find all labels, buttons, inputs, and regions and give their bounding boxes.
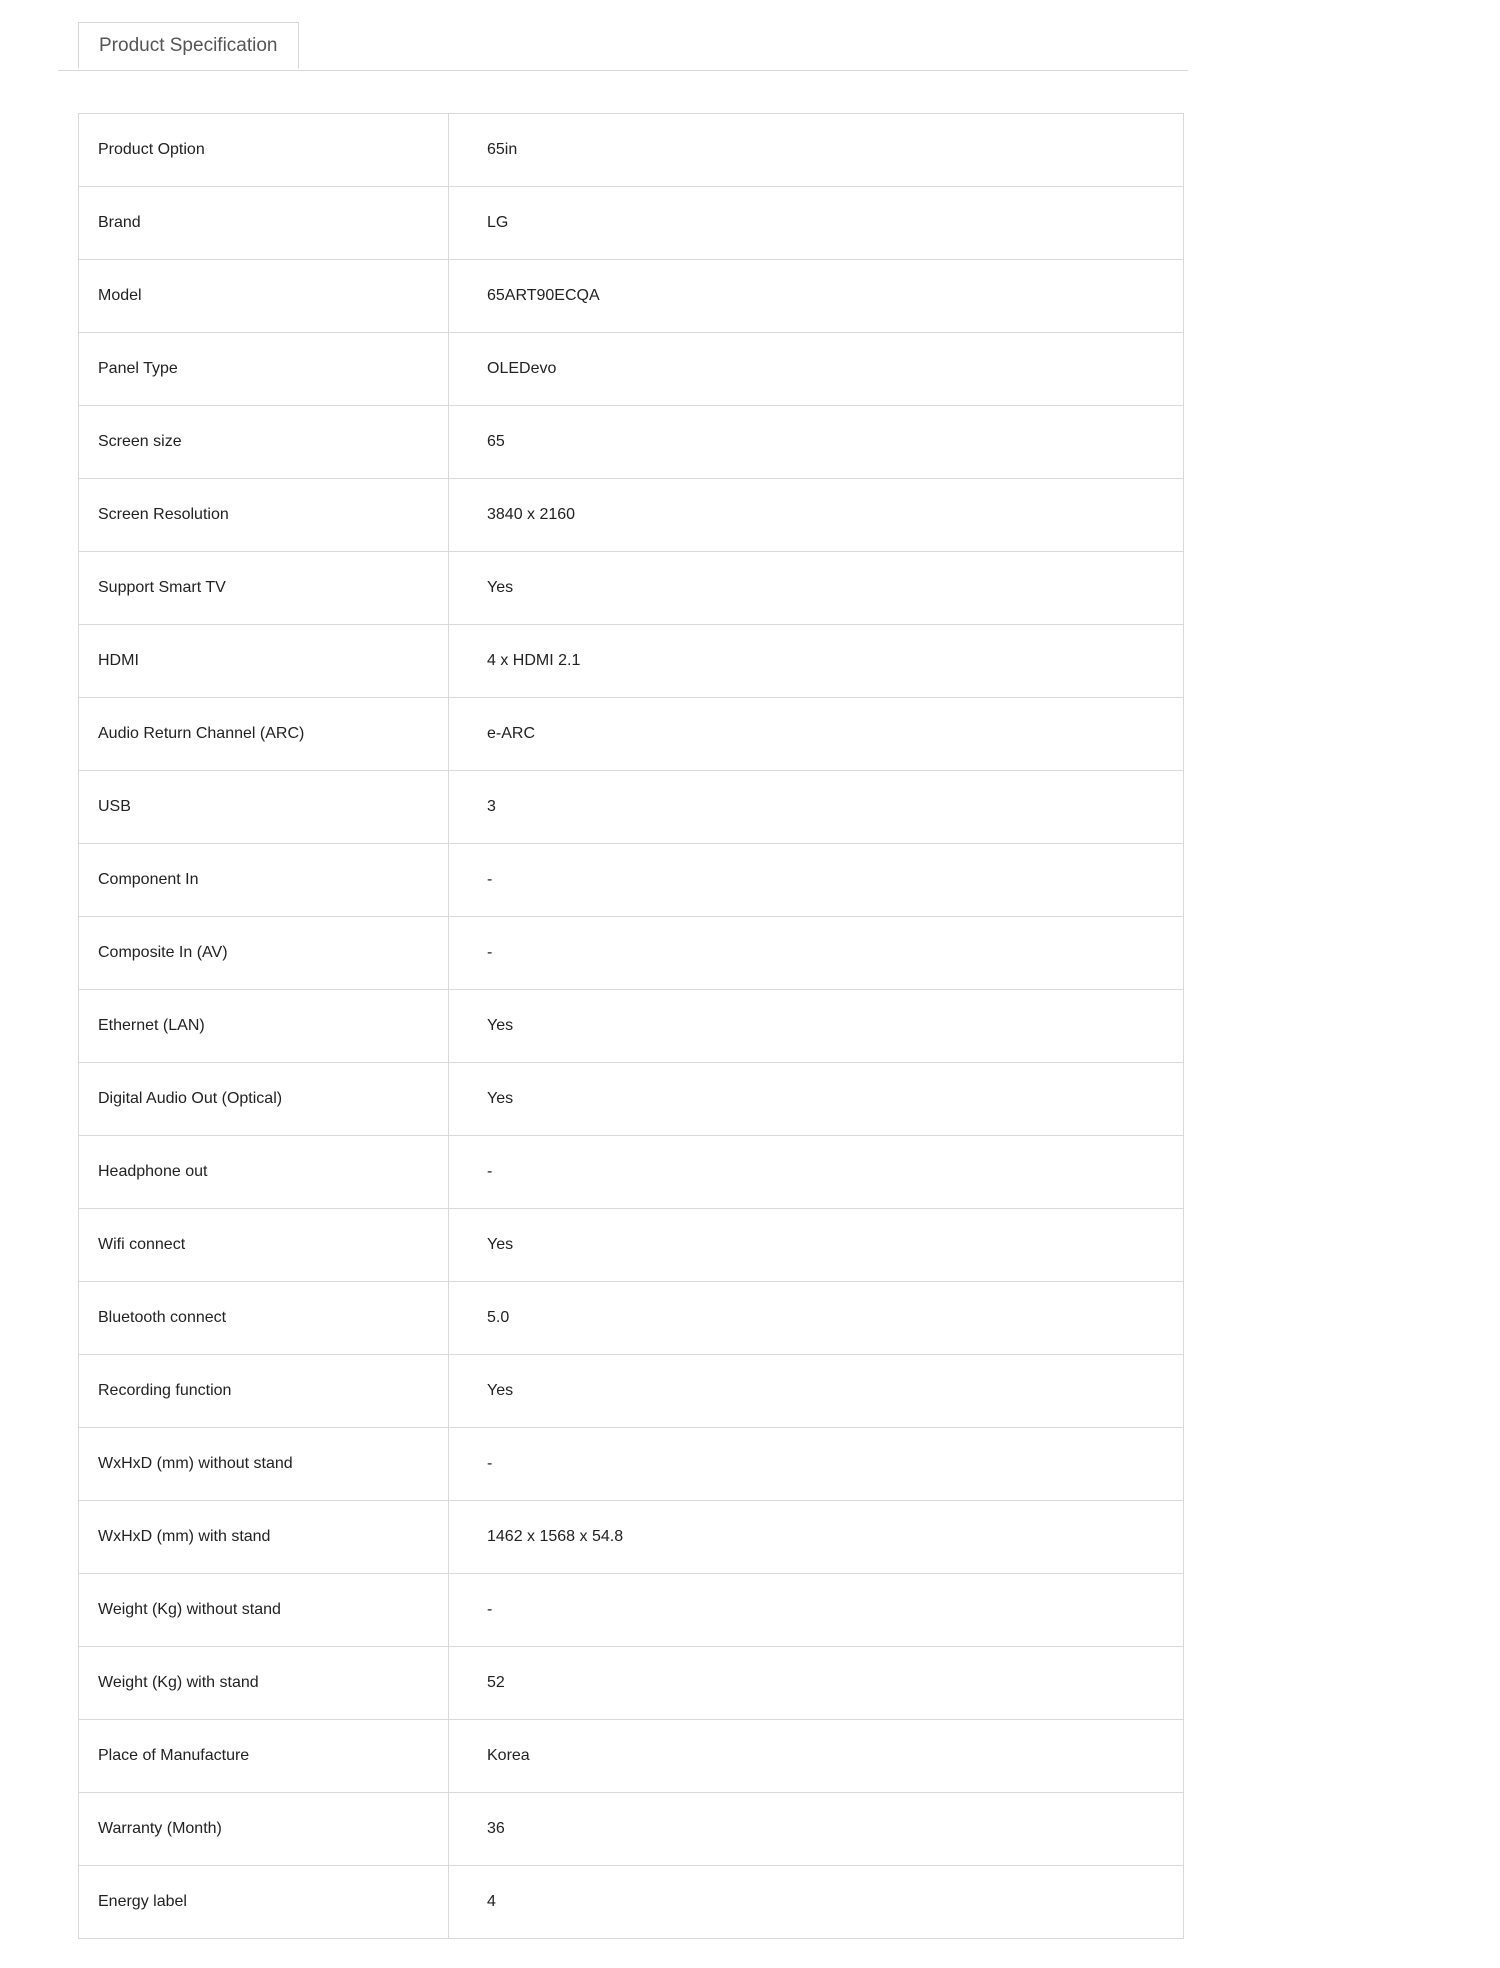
spec-label: Place of Manufacture [79,1720,449,1793]
spec-value: Korea [449,1720,1184,1793]
spec-label: Component In [79,844,449,917]
spec-value: 65in [449,114,1184,187]
table-row [79,698,1184,771]
spec-value: - [449,1136,1184,1209]
spec-label: Weight (Kg) with stand [79,1647,449,1720]
spec-label: Digital Audio Out (Optical) [79,1063,449,1136]
spec-value: - [449,844,1184,917]
spec-label: USB [79,771,449,844]
table-row [79,1136,1184,1209]
tab-bar [58,22,1188,71]
spec-value: 3 [449,771,1184,844]
spec-label: Wifi connect [79,1209,449,1282]
spec-label: Headphone out [79,1136,449,1209]
spec-value: - [449,1428,1184,1501]
table-row [79,406,1184,479]
table-row [79,625,1184,698]
table-row [79,1793,1184,1866]
table-row [79,917,1184,990]
spec-value: OLEDevo [449,333,1184,406]
spec-label: Model [79,260,449,333]
spec-label: Warranty (Month) [79,1793,449,1866]
spec-value: 4 [449,1866,1184,1939]
table-row [79,479,1184,552]
spec-label: Product Option [79,114,449,187]
spec-label: Screen Resolution [79,479,449,552]
spec-value: 36 [449,1793,1184,1866]
tab-product-specification[interactable]: Product Specification [78,22,299,69]
spec-label: Ethernet (LAN) [79,990,449,1063]
spec-value: - [449,917,1184,990]
spec-value: 5.0 [449,1282,1184,1355]
spec-label: WxHxD (mm) with stand [79,1501,449,1574]
spec-label: Support Smart TV [79,552,449,625]
table-row [79,333,1184,406]
table-row [79,990,1184,1063]
spec-value: Yes [449,552,1184,625]
table-row [79,1282,1184,1355]
table-row [79,1720,1184,1793]
table-row [79,1063,1184,1136]
spec-value: 52 [449,1647,1184,1720]
table-row [79,1647,1184,1720]
spec-label: Screen size [79,406,449,479]
table-row [79,1209,1184,1282]
spec-value: 3840 x 2160 [449,479,1184,552]
table-row [79,187,1184,260]
spec-value: Yes [449,1063,1184,1136]
spec-label: Bluetooth connect [79,1282,449,1355]
spec-label: Audio Return Channel (ARC) [79,698,449,771]
spec-label: Recording function [79,1355,449,1428]
table-row [79,844,1184,917]
table-row [79,1574,1184,1647]
spec-value: Yes [449,1209,1184,1282]
table-row [79,1428,1184,1501]
spec-value: 65ART90ECQA [449,260,1184,333]
spec-value: 65 [449,406,1184,479]
spec-label: HDMI [79,625,449,698]
spec-label: Composite In (AV) [79,917,449,990]
table-row [79,260,1184,333]
spec-value: LG [449,187,1184,260]
spec-value: 1462 x 1568 x 54.8 [449,1501,1184,1574]
spec-value: - [449,1574,1184,1647]
table-row [79,1355,1184,1428]
spec-label: WxHxD (mm) without stand [79,1428,449,1501]
spec-value: 4 x HDMI 2.1 [449,625,1184,698]
spec-table-body [79,114,1184,1939]
spec-value: Yes [449,990,1184,1063]
spec-label: Panel Type [79,333,449,406]
spec-label: Brand [79,187,449,260]
table-row [79,114,1184,187]
spec-label: Weight (Kg) without stand [79,1574,449,1647]
spec-value: e-ARC [449,698,1184,771]
table-row [79,552,1184,625]
table-row [79,771,1184,844]
table-row [79,1501,1184,1574]
spec-table [78,113,1184,1939]
spec-value: Yes [449,1355,1184,1428]
table-row [79,1866,1184,1939]
spec-label: Energy label [79,1866,449,1939]
